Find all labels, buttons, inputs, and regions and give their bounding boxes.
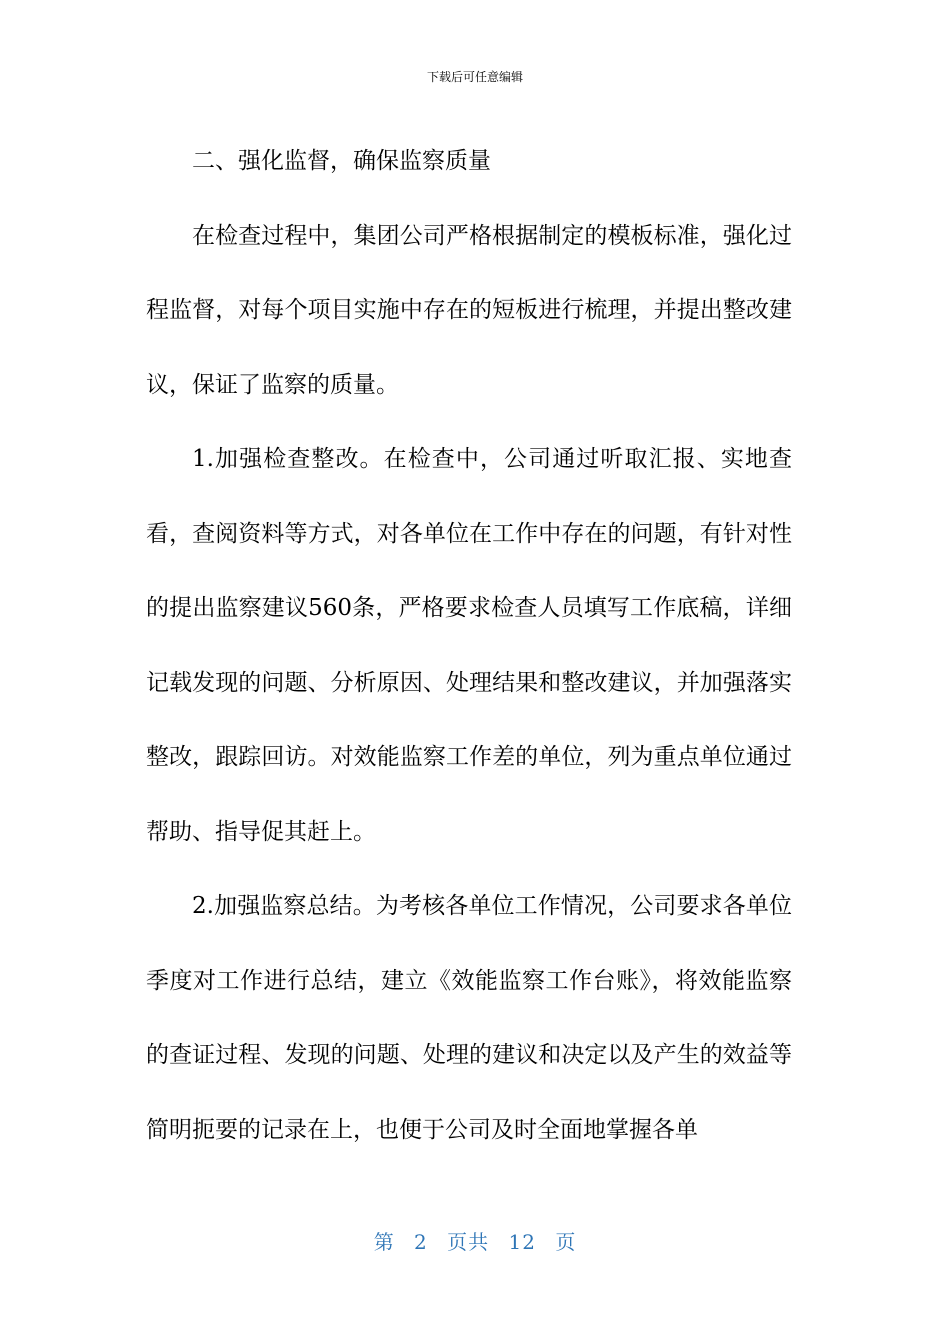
paragraph-item-2: 2.加强监察总结。为考核各单位工作情况，公司要求各单位季度对工作进行总结，建立《效能监察工作台账》，将效能监察的查证过程、发现的问题、处理的建议和决定以及产生的效益等简明扼要的记录在上，也便于公司及时全面地掌握各单 — [146, 893, 792, 1143]
footer-prefix: 第 — [373, 1230, 395, 1254]
page-footer — [0, 1226, 950, 1255]
footer-page-number: 2 — [414, 1230, 428, 1254]
footer-middle: 页共 — [447, 1230, 490, 1254]
paragraph-item-1: 1.加强检查整改。在检查中，公司通过听取汇报、实地查看，查阅资料等方式，对各单位在工作中存在的问题，有针对性的提出监察建议560条，严格要求检查人员填写工作底稿，详细记载发现的问题、分析原因、处理结果和整改建议，并加强落实整改，跟踪回访。对效能监察工作差的单位，列为重点单位通过帮助、指导促其赶上。 — [146, 446, 792, 845]
footer-suffix: 页 — [555, 1230, 577, 1254]
footer-total-pages: 12 — [508, 1230, 536, 1254]
page-header: 下载后可任意编辑 — [426, 70, 523, 84]
paragraph-intro: 在检查过程中，集团公司严格根据制定的模板标准，强化过程监督，对每个项目实施中存在的短板进行梳理，并提出整改建议，保证了监察的质量。 — [146, 222, 792, 398]
section-heading: 二、强化监督，确保监察质量 — [192, 148, 491, 174]
document-body — [146, 124, 792, 1167]
